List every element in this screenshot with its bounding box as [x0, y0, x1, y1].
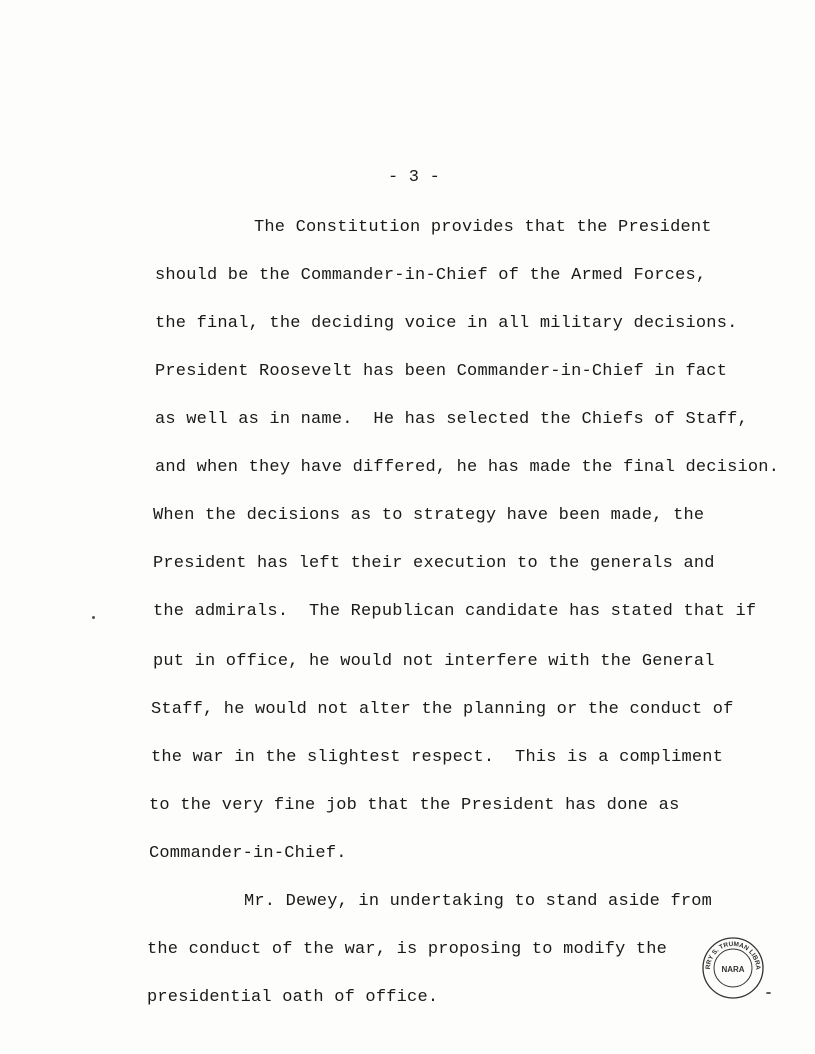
text-line: Mr. Dewey, in undertaking to stand aside from [244, 892, 713, 911]
library-seal-icon [700, 935, 766, 1001]
text-line: put in office, he would not interfere with the General [153, 652, 715, 671]
text-line: the admirals. The Republican candidate has stated that if [153, 602, 757, 621]
text-line: and when they have differed, he has made the final decision. [155, 458, 780, 477]
text-line: When the decisions as to strategy have been made, the [153, 506, 705, 525]
text-line: to the very fine job that the President has done as [149, 796, 680, 815]
text-line: President has left their execution to the generals and [153, 554, 715, 573]
text-line: Commander-in-Chief. [149, 844, 347, 863]
text-line: presidential oath of office. [147, 988, 439, 1007]
stamp-top-text: RRY S. TRUMAN LIBRA [704, 940, 762, 971]
scan-speck [766, 992, 771, 994]
text-line: the war in the slightest respect. This is a compliment [151, 748, 724, 767]
text-line: President Roosevelt has been Commander-in-Chief in fact [155, 362, 728, 381]
page-number: - 3 - [388, 168, 441, 187]
text-line: as well as in name. He has selected the Chiefs of Staff, [155, 410, 748, 429]
text-line: should be the Commander-in-Chief of the Armed Forces, [155, 266, 707, 285]
text-line: Staff, he would not alter the planning or the conduct of [151, 700, 734, 719]
text-line: the final, the deciding voice in all military decisions. [155, 314, 738, 333]
library-stamp [700, 935, 766, 1001]
text-line: The Constitution provides that the President [254, 218, 712, 237]
text-line: the conduct of the war, is proposing to modify the [147, 940, 668, 959]
stamp-center-text: NARA [721, 965, 745, 974]
scan-speck [92, 616, 95, 619]
